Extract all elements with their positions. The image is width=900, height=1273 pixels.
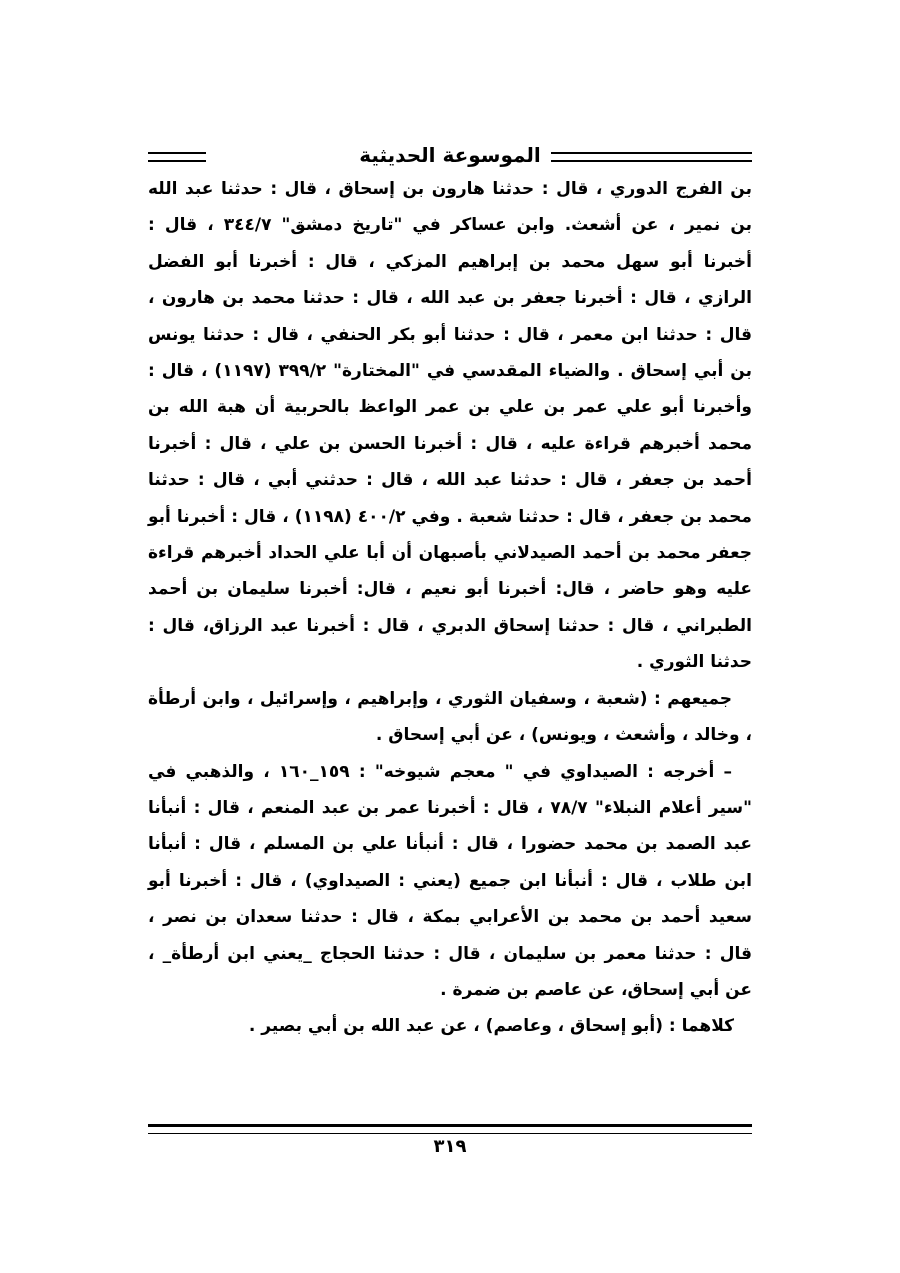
paragraph-both-of-them: كلاهما : (أبو إسحاق ، وعاصم) ، عن عبد الله بن أبي بصير .	[248, 1016, 734, 1037]
page-body	[148, 171, 752, 1045]
paragraph-takhrij: – أخرجه : الصيداوي في " معجم شيوخه" : ١٥٩_١٦٠ ، والذهبي في "سير أعلام النبلاء" ٧٨/٧ ، قال : أخبرنا عمر بن عبد المنعم ، قال : أنبأنا عبد الصمد بن محمد حضورا ، قال : أنبأنا علي بن المسلم ، قال : أنبأنا ابن طلاب ، قال : أنبأنا ابن جميع (يعني : الصيداوي) ، قال : أخبرنا أبو سعيد أحمد بن محمد بن الأعرابي بمكة ، قال : حدثنا سعدان بن نصر ، قال : حدثنا معمر بن سليمان ، قال : حدثنا الحجاج _يعني ابن أرطأة_ ، عن أبي إسحاق، عن عاصم بن ضمرة .	[148, 761, 752, 1000]
paragraph-isnad-chains: بن الفرج الدوري ، قال : حدثنا هارون بن إسحاق ، قال : حدثنا عبد الله بن نمير ، عن أشعث. وابن عساكر في "تاريخ دمشق" ٣٤٤/٧ ، قال : أخبرنا أبو سهل محمد بن إبراهيم المزكي ، قال : أخبرنا أبو الفضل الرازي ، قال : أخبرنا جعفر بن عبد الله ، قال : حدثنا محمد بن هارون ، قال : حدثنا ابن معمر ، قال : حدثنا أبو بكر الحنفي ، قال : حدثنا يونس بن أبي إسحاق . والضياء المقدسي في "المختارة" ٣٩٩/٢ (١١٩٧) ، قال : وأخبرنا أبو علي عمر بن علي بن عمر الواعظ بالحربية أن هبة الله بن محمد أخبرهم قراءة عليه ، قال : أخبرنا الحسن بن علي ، قال : أخبرنا أحمد بن جعفر ، قال : حدثنا عبد الله ، قال : حدثني أبي ، قال : حدثنا محمد بن جعفر ، قال : حدثنا شعبة . وفي ٤٠٠/٢ (١١٩٨) ، قال : أخبرنا أبو جعفر محمد بن أحمد الصيدلاني بأصبهان أن أبا علي الحداد أخبرهم قراءة عليه وهو حاضر ، قال: أخبرنا أبو نعيم ، قال: أخبرنا سليمان بن أحمد الطبراني ، قال : حدثنا إسحاق الدبري ، قال : أخبرنا عبد الرزاق، قال : حدثنا الثوري .	[148, 179, 753, 673]
book-title	[148, 141, 752, 169]
footer-rule	[148, 1124, 752, 1134]
paragraph-all-of-them: جميعهم : (شعبة ، وسفيان الثوري ، وإبراهيم ، وإسرائيل ، وابن أرطأة ، وخالد ، وأشعث ، ويونس) ، عن أبي إسحاق .	[148, 688, 752, 746]
book-title-text: الموسوعة الحديثية	[349, 143, 551, 167]
page-header	[148, 141, 752, 171]
page-number: ٣١٩	[433, 1136, 467, 1157]
